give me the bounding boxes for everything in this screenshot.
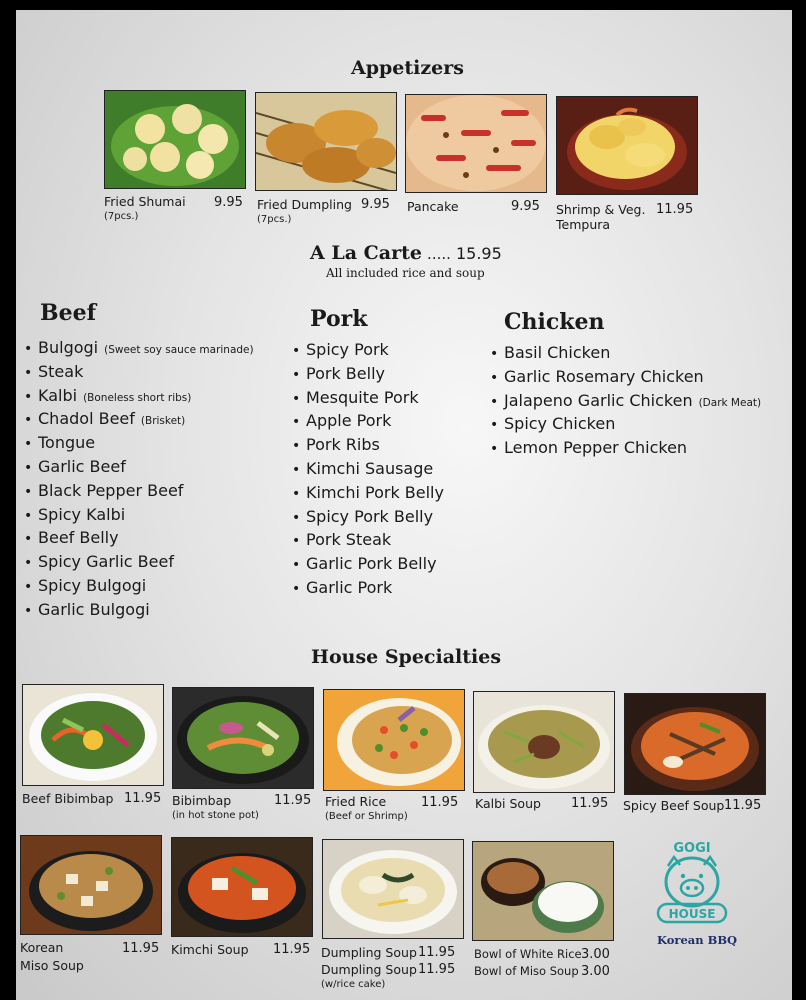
beef-item: • Chadol Beef (Brisket) — [24, 407, 254, 431]
alacarte-subtitle: All included rice and soup — [326, 266, 485, 280]
kalbi-soup-photo — [473, 691, 615, 793]
chicken-title: Chicken — [504, 309, 605, 335]
svg-text:HOUSE: HOUSE — [668, 907, 716, 921]
appetizer-price-4: 11.95 — [656, 202, 694, 217]
alacarte-heading — [310, 242, 502, 264]
chicken-item: • Jalapeno Garlic Chicken (Dark Meat) — [490, 389, 761, 413]
rice-and-miso-photo — [472, 841, 614, 941]
specialty-caption-9: Dumpling Soup (w/rice cake) — [321, 962, 417, 990]
pork-item: • Pork Ribs — [292, 433, 444, 457]
beef-item: • Garlic Bulgogi — [24, 598, 254, 622]
specialty-price-4: 11.95 — [571, 796, 609, 811]
appetizer-caption-4: Shrimp & Veg. Tempura — [556, 202, 646, 232]
specialty-caption-5: Spicy Beef Soup — [623, 798, 725, 813]
pork-item: • Mesquite Pork — [292, 386, 444, 410]
specialty-price-3: 11.95 — [421, 795, 459, 810]
specialty-price-11: 3.00 — [581, 964, 610, 979]
pork-item: • Pork Belly — [292, 362, 444, 386]
kimchi-soup-photo — [171, 837, 313, 937]
appetizer-price-1: 9.95 — [214, 195, 243, 210]
pork-item: • Garlic Pork — [292, 576, 444, 600]
korean-miso-soup-photo — [20, 835, 162, 935]
beef-item: • Bulgogi (Sweet soy sauce marinade) — [24, 336, 254, 360]
spicy-beef-soup-photo — [624, 693, 766, 795]
beef-item: • Spicy Bulgogi — [24, 574, 254, 598]
appetizer-price-2: 9.95 — [361, 197, 390, 212]
specialty-price-5: 11.95 — [724, 798, 762, 813]
tempura-photo — [556, 96, 698, 195]
beef-item: • Steak — [24, 360, 254, 384]
beef-item: • Spicy Garlic Beef — [24, 550, 254, 574]
appetizers-title: Appetizers — [351, 57, 464, 79]
specialty-price-2: 11.95 — [274, 793, 312, 808]
specialty-caption-6: Korean Miso Soup — [20, 940, 84, 973]
fried-dumpling-photo — [255, 92, 397, 191]
beef-item: • Tongue — [24, 431, 254, 455]
specialty-price-1: 11.95 — [124, 791, 162, 806]
specialty-caption-3: Fried Rice (Beef or Shrimp) — [325, 794, 408, 822]
specialty-caption-4: Kalbi Soup — [475, 796, 541, 811]
gogi-house-logo — [652, 838, 732, 938]
pork-item: • Kimchi Pork Belly — [292, 481, 444, 505]
menu-page — [16, 10, 792, 1000]
appetizer-price-3: 9.95 — [511, 199, 540, 214]
fried-rice-photo — [323, 689, 465, 791]
beef-item: • Black Pepper Beef — [24, 479, 254, 503]
chicken-item: • Spicy Chicken — [490, 412, 761, 436]
pork-item: • Spicy Pork — [292, 338, 444, 362]
beef-item: • Spicy Kalbi — [24, 503, 254, 527]
alacarte-price: 15.95 — [455, 244, 502, 263]
specialty-caption-1: Beef Bibimbap — [22, 791, 114, 806]
alacarte-dots: ..... — [427, 245, 451, 263]
specialty-caption-7: Kimchi Soup — [171, 942, 249, 957]
pork-item: • Kimchi Sausage — [292, 457, 444, 481]
dumpling-soup-photo — [322, 839, 464, 939]
beef-item: • Beef Belly — [24, 526, 254, 550]
fried-shumai-photo — [104, 90, 246, 189]
chicken-item: • Lemon Pepper Chicken — [490, 436, 761, 460]
appetizer-caption-1: Fried Shumai (7pcs.) — [104, 194, 186, 222]
pancake-photo — [405, 94, 547, 193]
pork-item: • Apple Pork — [292, 409, 444, 433]
stone-pot-bibimbap-photo — [172, 687, 314, 789]
specialty-price-10: 3.00 — [581, 947, 610, 962]
specialty-caption-8: Dumpling Soup — [321, 945, 417, 960]
alacarte-title: A La Carte — [310, 242, 422, 264]
appetizer-caption-3: Pancake — [407, 199, 459, 214]
beef-item: • Garlic Beef — [24, 455, 254, 479]
chicken-item: • Basil Chicken — [490, 341, 761, 365]
specialties-title: House Specialties — [311, 646, 502, 668]
logo-tagline: Korean BBQ — [657, 933, 738, 947]
specialty-price-7: 11.95 — [273, 942, 311, 957]
specialty-caption-2: Bibimbap (in hot stone pot) — [172, 793, 259, 821]
specialty-price-6: 11.95 — [122, 941, 160, 956]
pork-list — [292, 338, 444, 600]
appetizer-caption-2: Fried Dumpling (7pcs.) — [257, 197, 352, 225]
pig-logo-icon — [652, 838, 732, 938]
specialty-caption-11: Bowl of Miso Soup — [474, 964, 579, 978]
svg-text:GOGI: GOGI — [673, 841, 711, 856]
pork-title: Pork — [310, 306, 368, 332]
beef-item: • Kalbi (Boneless short ribs) — [24, 384, 254, 408]
chicken-list — [490, 341, 761, 460]
chicken-item: • Garlic Rosemary Chicken — [490, 365, 761, 389]
specialty-price-8: 11.95 — [418, 945, 456, 960]
pork-item: • Spicy Pork Belly — [292, 505, 444, 529]
specialty-caption-10: Bowl of White Rice — [474, 947, 582, 961]
specialty-price-9: 11.95 — [418, 962, 456, 977]
beef-title: Beef — [40, 300, 97, 326]
pork-item: • Garlic Pork Belly — [292, 552, 444, 576]
beef-list — [24, 336, 254, 622]
pork-item: • Pork Steak — [292, 528, 444, 552]
beef-bibimbap-photo — [22, 684, 164, 786]
